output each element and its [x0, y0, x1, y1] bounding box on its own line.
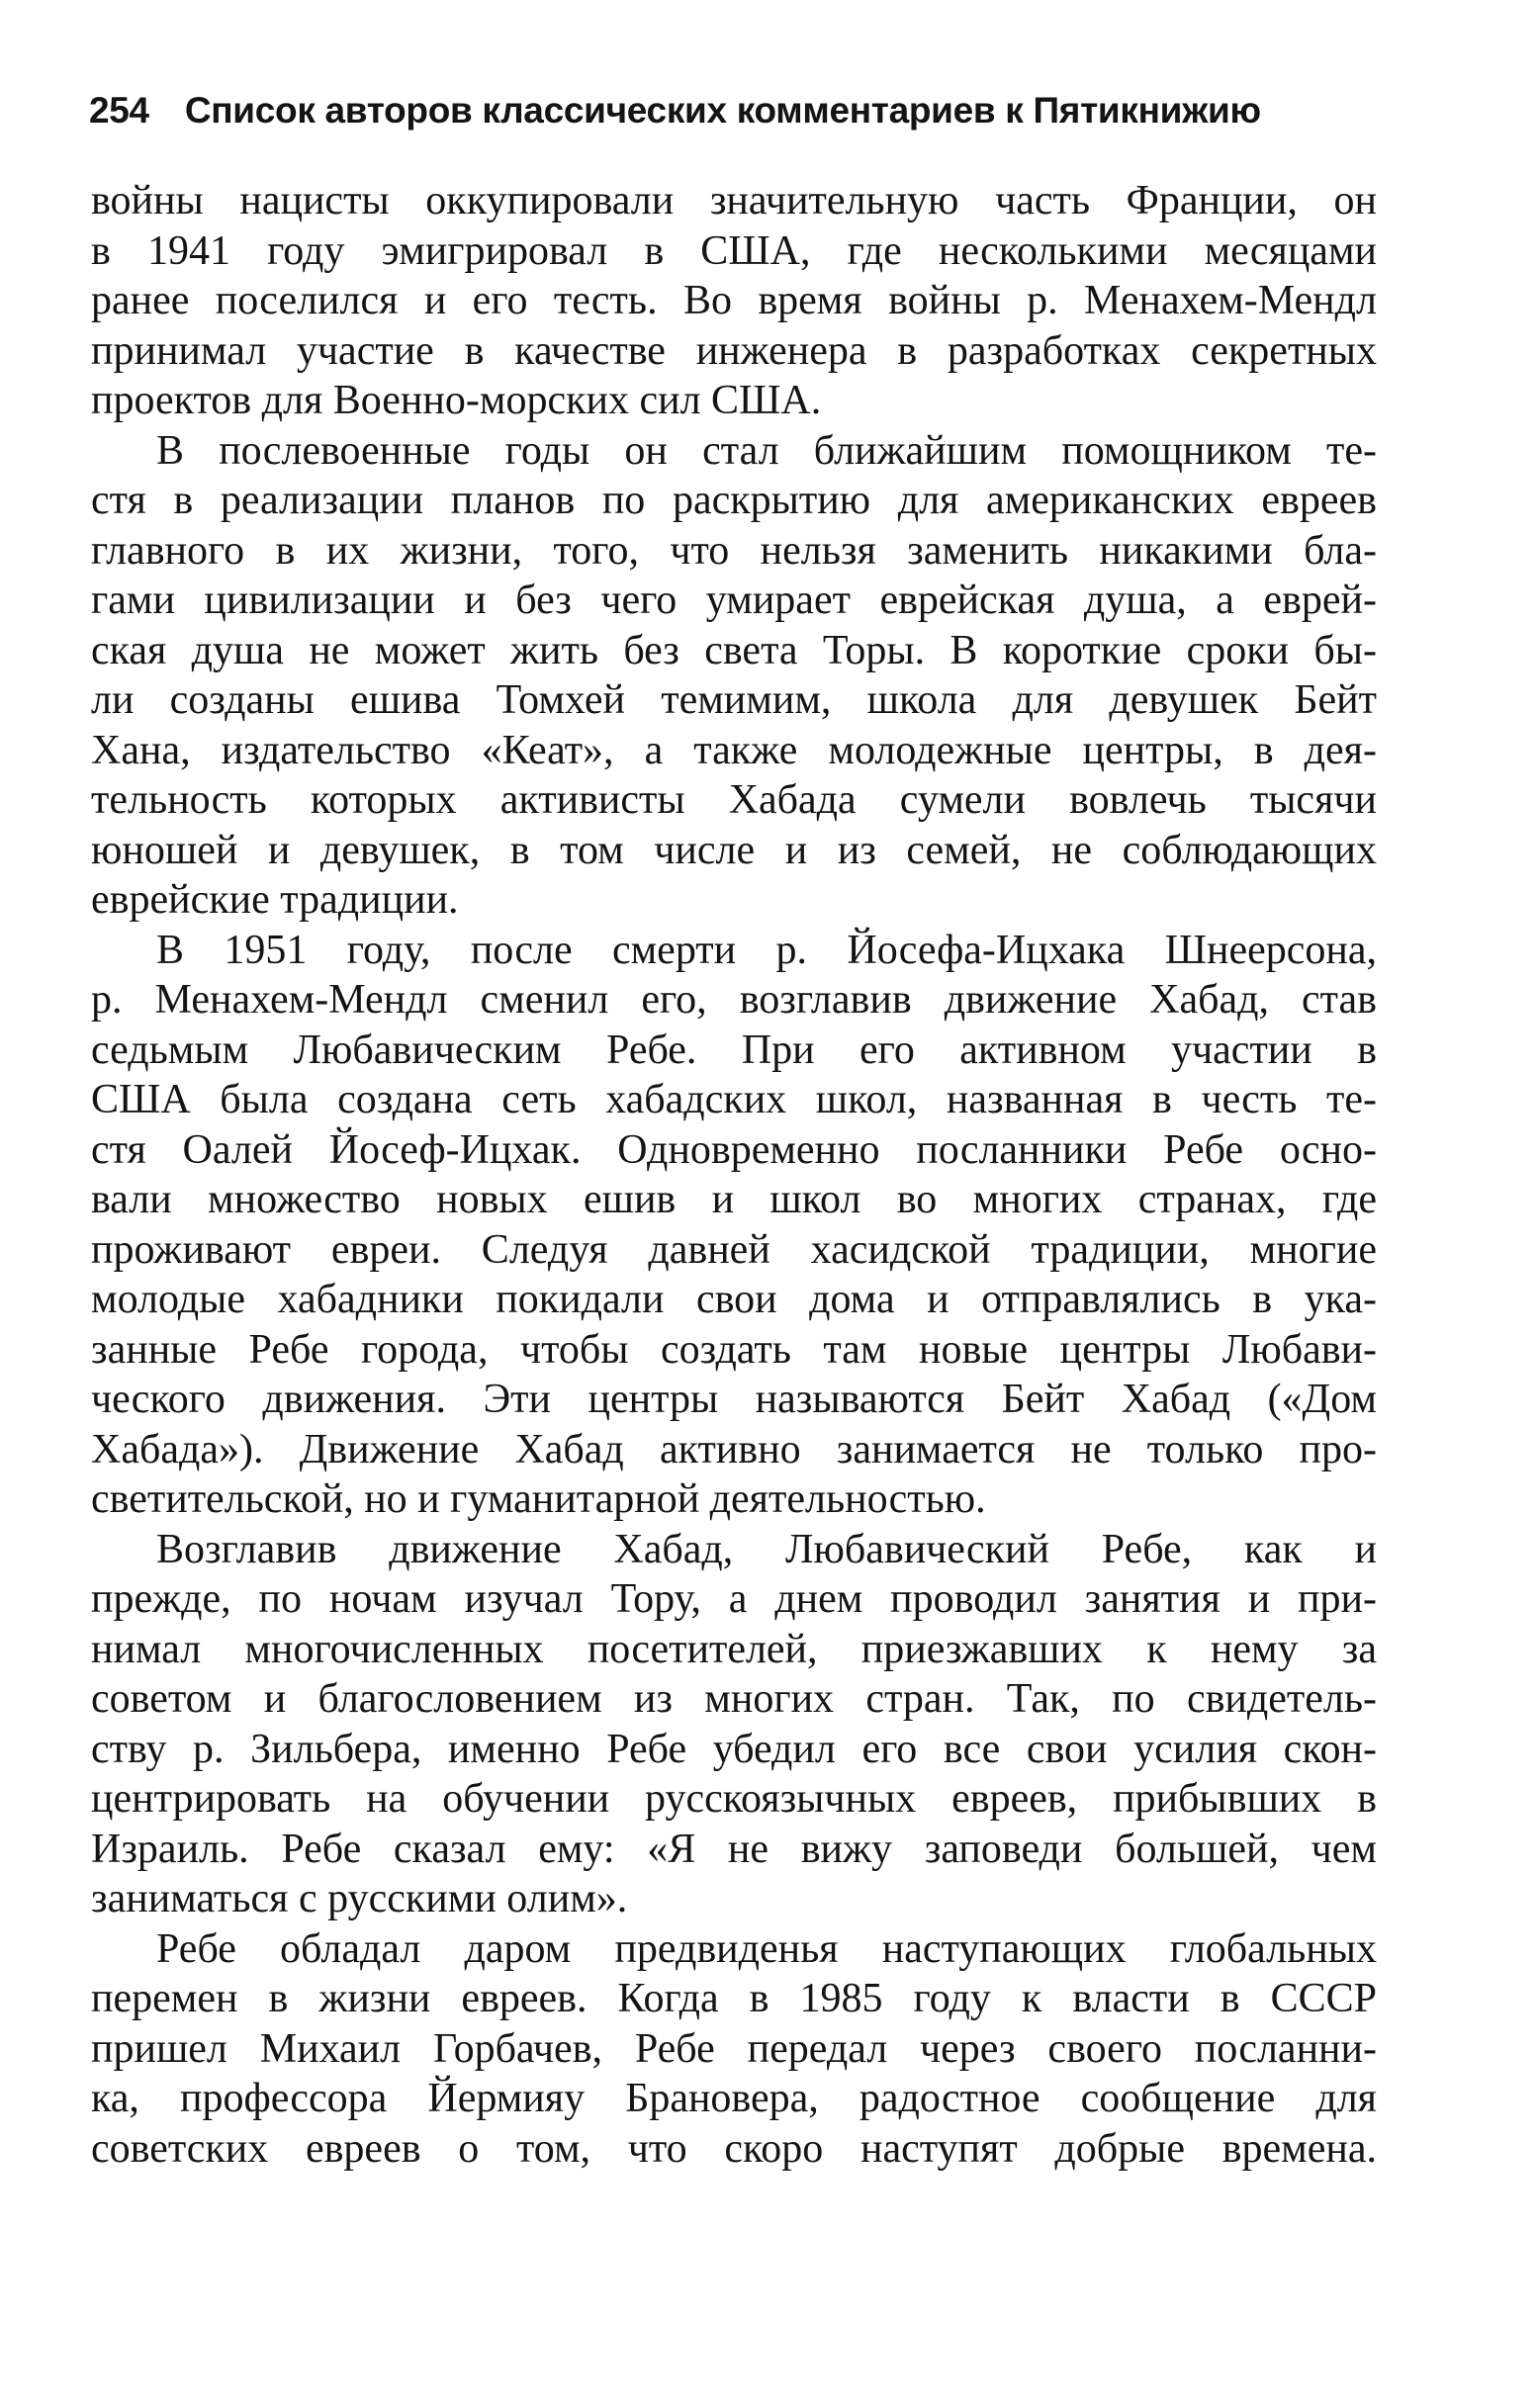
- text-line: ская душа не может жить без света Торы. В короткие сроки бы-: [91, 627, 1377, 673]
- text-line: ранее поселился и его тесть. Во время войны р. Менахем-Мендл: [91, 278, 1377, 323]
- text-line: вали множество новых ешив и школ во многих странах, где: [91, 1177, 1377, 1222]
- text-line: главного в их жизни, того, что нельзя заменить никакими бла-: [91, 527, 1377, 574]
- text-line: р. Менахем-Мендл сменил его, возглавив движение Хабад, став: [91, 977, 1377, 1023]
- text-line: войны нацисты оккупировали значительную часть Франции, он: [91, 178, 1377, 223]
- text-line: светительской, но и гуманитарной деятельностью.: [91, 1476, 986, 1522]
- text-line: В послевоенные годы он стал ближайшим помощником те-: [156, 427, 1377, 474]
- text-line: ческого движения. Эти центры называются Бейт Хабад («Дом: [91, 1377, 1377, 1422]
- text-line: молодые хабадники покидали свои дома и отправлялись в ука-: [91, 1277, 1377, 1322]
- paragraph-4: [91, 1525, 1377, 1924]
- text-line: пришел Михаил Горбачев, Ребе передал через своего посланни-: [91, 2025, 1377, 2072]
- paragraph-3: [91, 926, 1377, 1525]
- body-text: [91, 176, 1377, 2174]
- text-line: занные Ребе города, чтобы создать там новые центры Любави-: [91, 1326, 1377, 1373]
- text-line: В 1951 году, после смерти р. Йосефа-Ицхака Шнеерсона,: [156, 927, 1377, 973]
- text-line: ка, профессора Йермияу Брановера, радостное сообщение для: [91, 2076, 1377, 2121]
- text-line: в 1941 году эмигрировал в США, где несколькими месяцами: [91, 227, 1377, 274]
- paragraph-1: [91, 176, 1377, 426]
- text-line: перемен в жизни евреев. Когда в 1985 году к власти в СССР: [91, 1976, 1377, 2021]
- text-line: ли созданы ешива Томхей темимим, школа для девушек Бейт: [91, 677, 1377, 723]
- text-line: США была создана сеть хабадских школ, названная в честь те-: [91, 1077, 1377, 1122]
- paragraph-2: [91, 426, 1377, 926]
- text-line: седьмым Любавическим Ребе. При его активном участии в: [91, 1026, 1377, 1073]
- text-line: стя в реализации планов по раскрытию для американских евреев: [91, 478, 1377, 523]
- text-line: заниматься с русскими олим».: [91, 1876, 628, 1921]
- text-line: Хабада»). Движение Хабад активно занимается не только про-: [91, 1426, 1377, 1472]
- page-number: 254: [89, 90, 149, 131]
- text-line: гами цивилизации и без чего умирает еврейская душа, а еврей-: [91, 578, 1377, 623]
- text-line: проектов для Военно-морских сил США.: [91, 378, 822, 423]
- running-title: Список авторов классических комментариев к Пятикнижию: [184, 90, 1261, 131]
- text-line: принимал участие в качестве инженера в разработках секретных: [91, 327, 1377, 374]
- text-line: Хана, издательство «Кеат», а также молодежные центры, в дея-: [91, 727, 1377, 773]
- text-line: Ребе обладал даром предвиденья наступающих глобальных: [156, 1925, 1377, 1972]
- page-header: [89, 89, 1375, 133]
- text-line: нимал многочисленных посетителей, приезжавших к нему за: [91, 1626, 1377, 1672]
- text-line: центрировать на обучении русскоязычных евреев, прибывших в: [91, 1776, 1377, 1822]
- text-line: советских евреев о том, что скоро наступят добрые времена.: [91, 2125, 1377, 2172]
- text-line: тельность которых активисты Хабада сумели вовлечь тысячи: [91, 777, 1377, 823]
- text-line: прежде, по ночам изучал Тору, а днем проводил занятия и при-: [91, 1576, 1377, 1622]
- text-line: Израиль. Ребе сказал ему: «Я не вижу заповеди большей, чем: [91, 1826, 1377, 1872]
- text-line: еврейские традиции.: [91, 877, 459, 923]
- text-line: советом и благословением из многих стран. Так, по свидетель-: [91, 1676, 1377, 1722]
- text-line: Возглавив движение Хабад, Любавический Ребе, как и: [156, 1526, 1377, 1572]
- text-line: проживают евреи. Следуя давней хасидской традиции, многие: [91, 1226, 1377, 1273]
- text-line: юношей и девушек, в том числе и из семей, не соблюдающих: [91, 827, 1377, 873]
- paragraph-5: [91, 1924, 1377, 2175]
- text-line: стя Оалей Йосеф-Ицхак. Одновременно посланники Ребе осно-: [91, 1126, 1377, 1173]
- text-line: ству р. Зильбера, именно Ребе убедил его все свои усилия скон-: [91, 1726, 1377, 1772]
